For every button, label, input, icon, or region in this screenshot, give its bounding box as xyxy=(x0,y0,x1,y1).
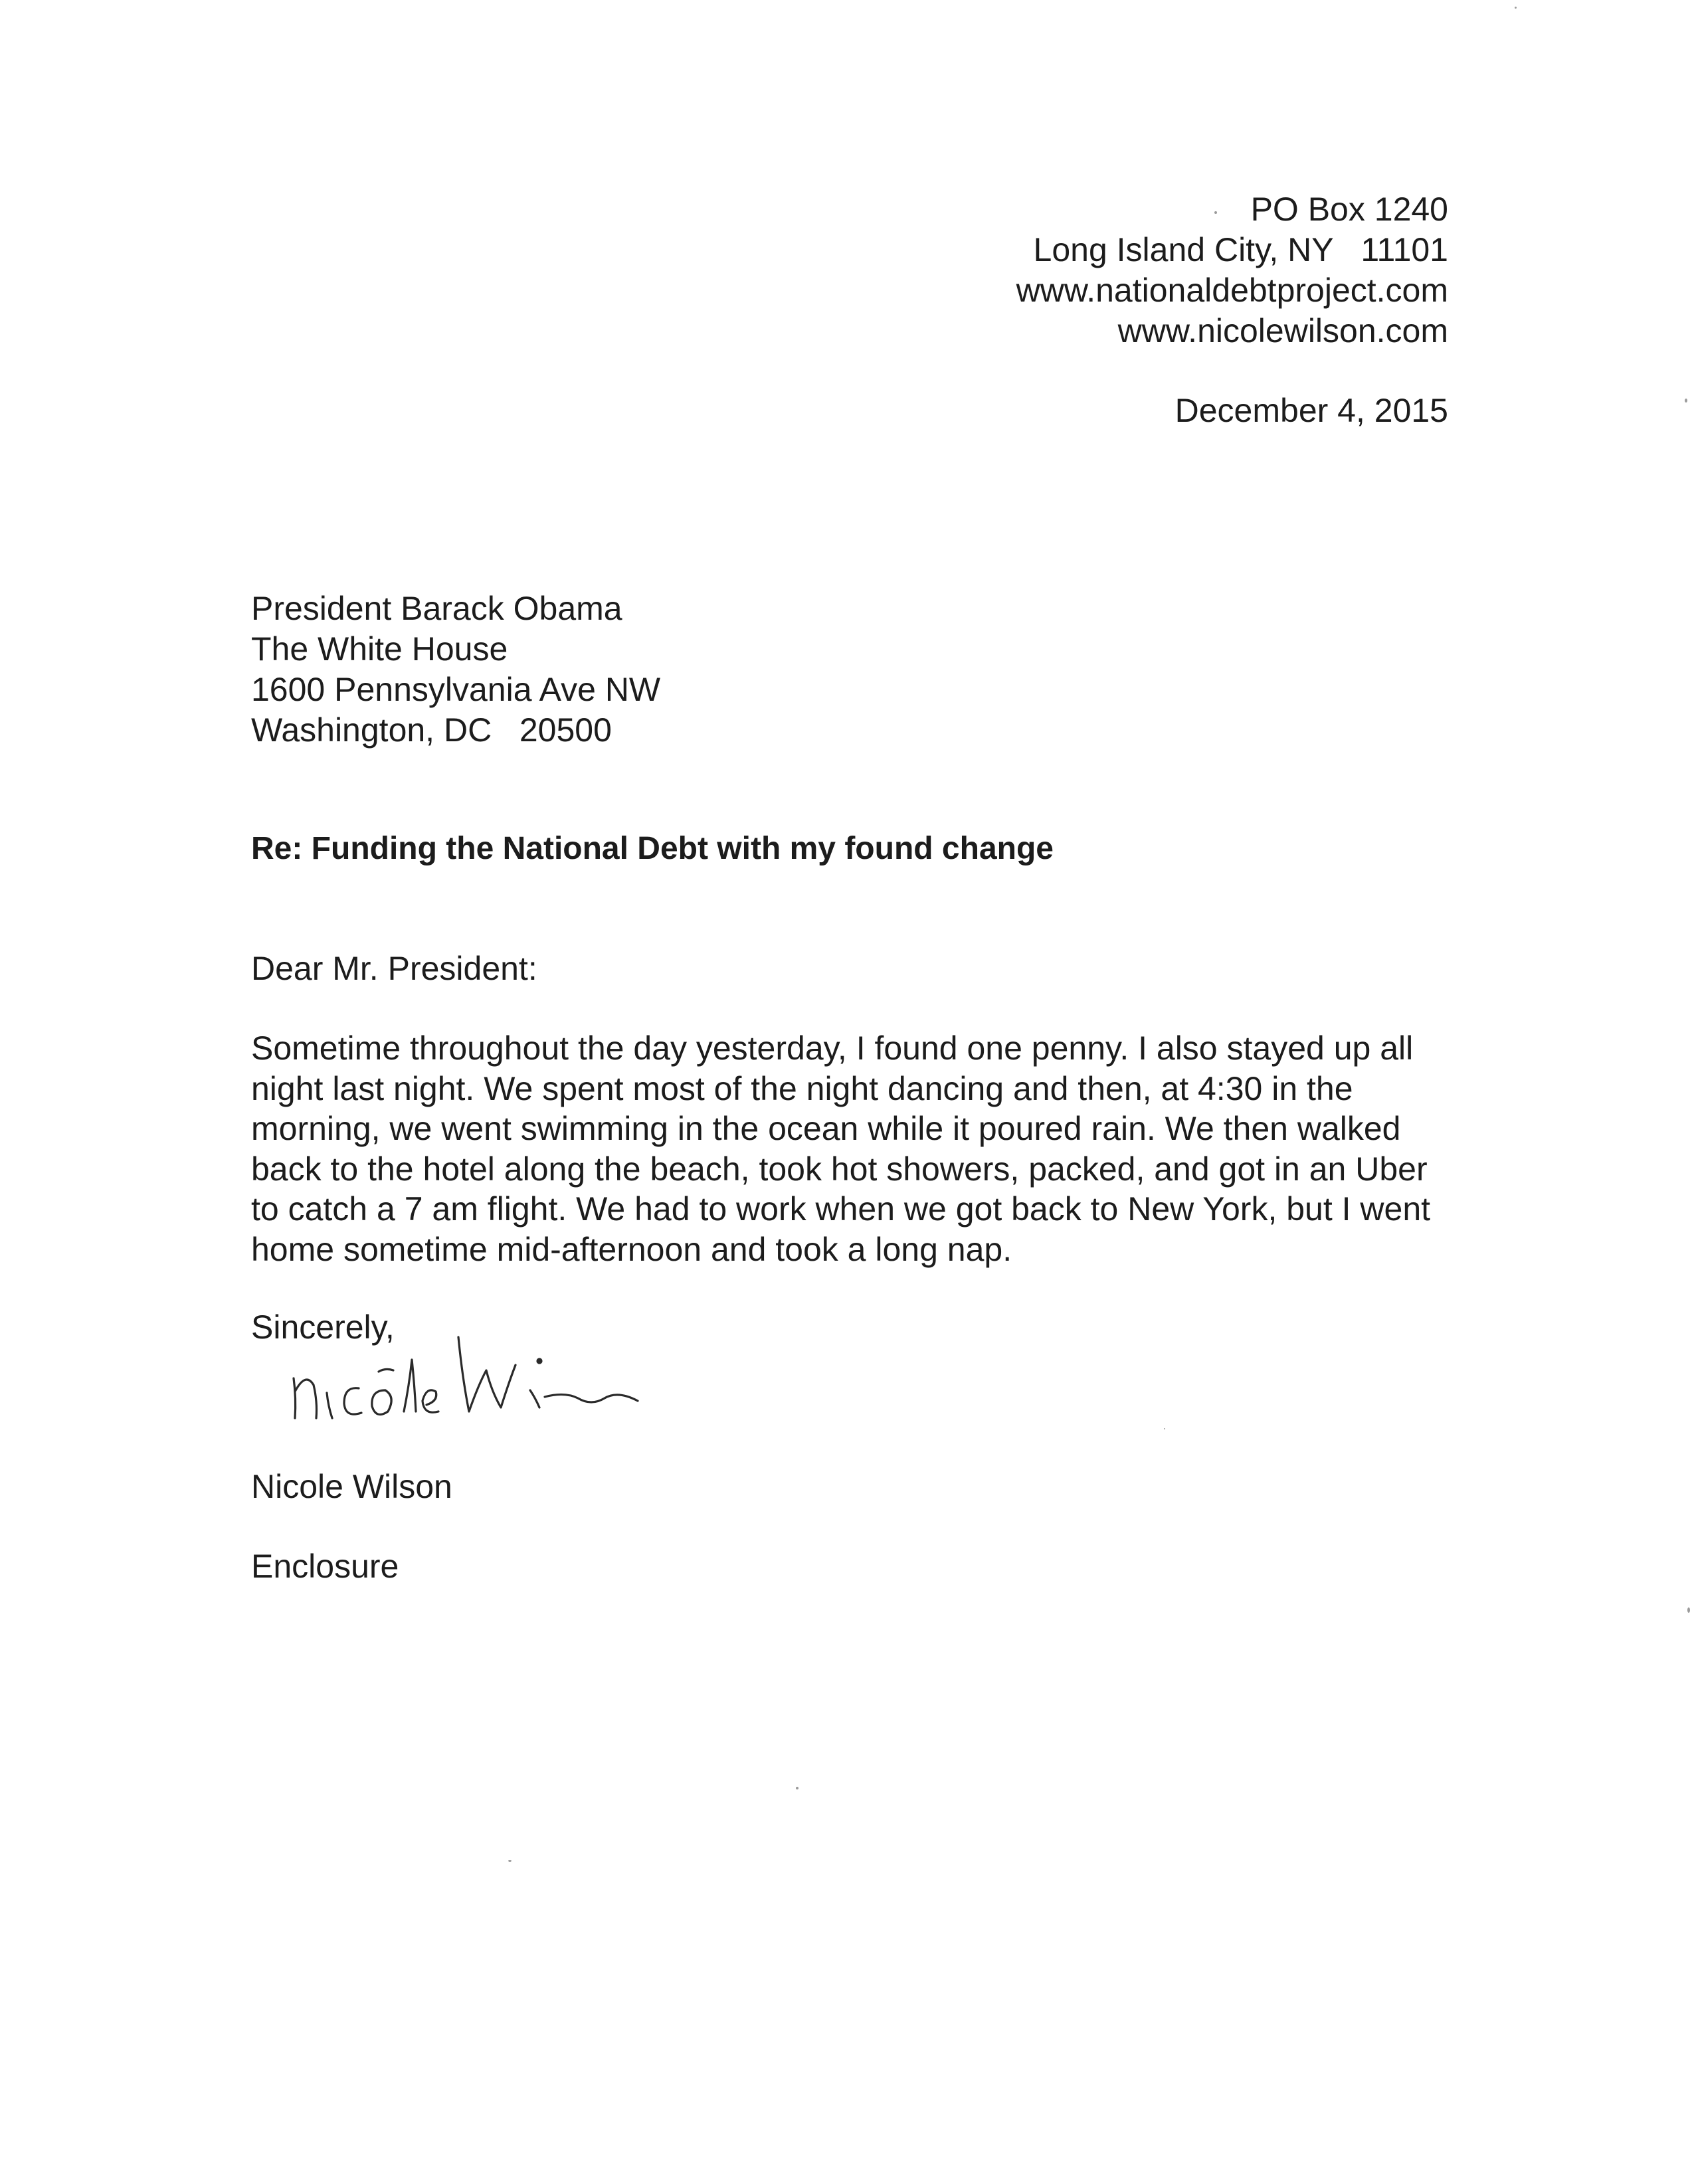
sender-address-line1: PO Box 1240 xyxy=(1250,191,1448,228)
body-line: Sometime throughout the day yesterday, I found one penny. I also stayed up all xyxy=(251,1030,1414,1067)
sender-address-block xyxy=(1016,189,1448,351)
sender-website-2: www.nicolewilson.com xyxy=(1117,312,1448,349)
scan-speck xyxy=(1687,1607,1690,1613)
sender-address-line2: Long Island City, NY 11101 xyxy=(1033,231,1448,268)
body-line: home sometime mid-afternoon and took a long nap. xyxy=(251,1230,1012,1268)
body-line: back to the hotel along the beach, took hot showers, packed, and got in an Uber xyxy=(251,1150,1428,1188)
recipient-street: 1600 Pennsylvania Ave NW xyxy=(251,671,661,708)
scan-speck xyxy=(1214,211,1217,214)
scan-speck xyxy=(796,1787,799,1789)
recipient-city: Washington, DC 20500 xyxy=(251,711,612,749)
scan-speck xyxy=(1164,1428,1165,1429)
letter-date: December 4, 2015 xyxy=(1175,392,1448,429)
closing: Sincerely, xyxy=(251,1309,395,1346)
letter-body xyxy=(251,1028,1447,1269)
body-line: to catch a 7 am flight. We had to work when we got back to New York, but I went xyxy=(251,1190,1431,1228)
signer-name: Nicole Wilson xyxy=(251,1468,452,1505)
enclosure-notation: Enclosure xyxy=(251,1548,399,1585)
body-line: night last night. We spent most of the night dancing and then, at 4:30 in the xyxy=(251,1069,1353,1107)
recipient-address-block xyxy=(251,589,660,751)
salutation: Dear Mr. President: xyxy=(251,950,537,987)
handwritten-signature xyxy=(279,1319,664,1451)
scan-speck xyxy=(1515,7,1517,9)
recipient-org: The White House xyxy=(251,630,508,668)
subject-line: Re: Funding the National Debt with my found change xyxy=(251,831,1054,866)
scan-speck xyxy=(508,1860,512,1862)
scan-speck xyxy=(1685,399,1687,403)
sender-website-1: www.nationaldebtproject.com xyxy=(1016,272,1448,309)
recipient-name: President Barack Obama xyxy=(251,590,622,627)
body-line: morning, we went swimming in the ocean while it poured rain. We then walked xyxy=(251,1110,1401,1147)
